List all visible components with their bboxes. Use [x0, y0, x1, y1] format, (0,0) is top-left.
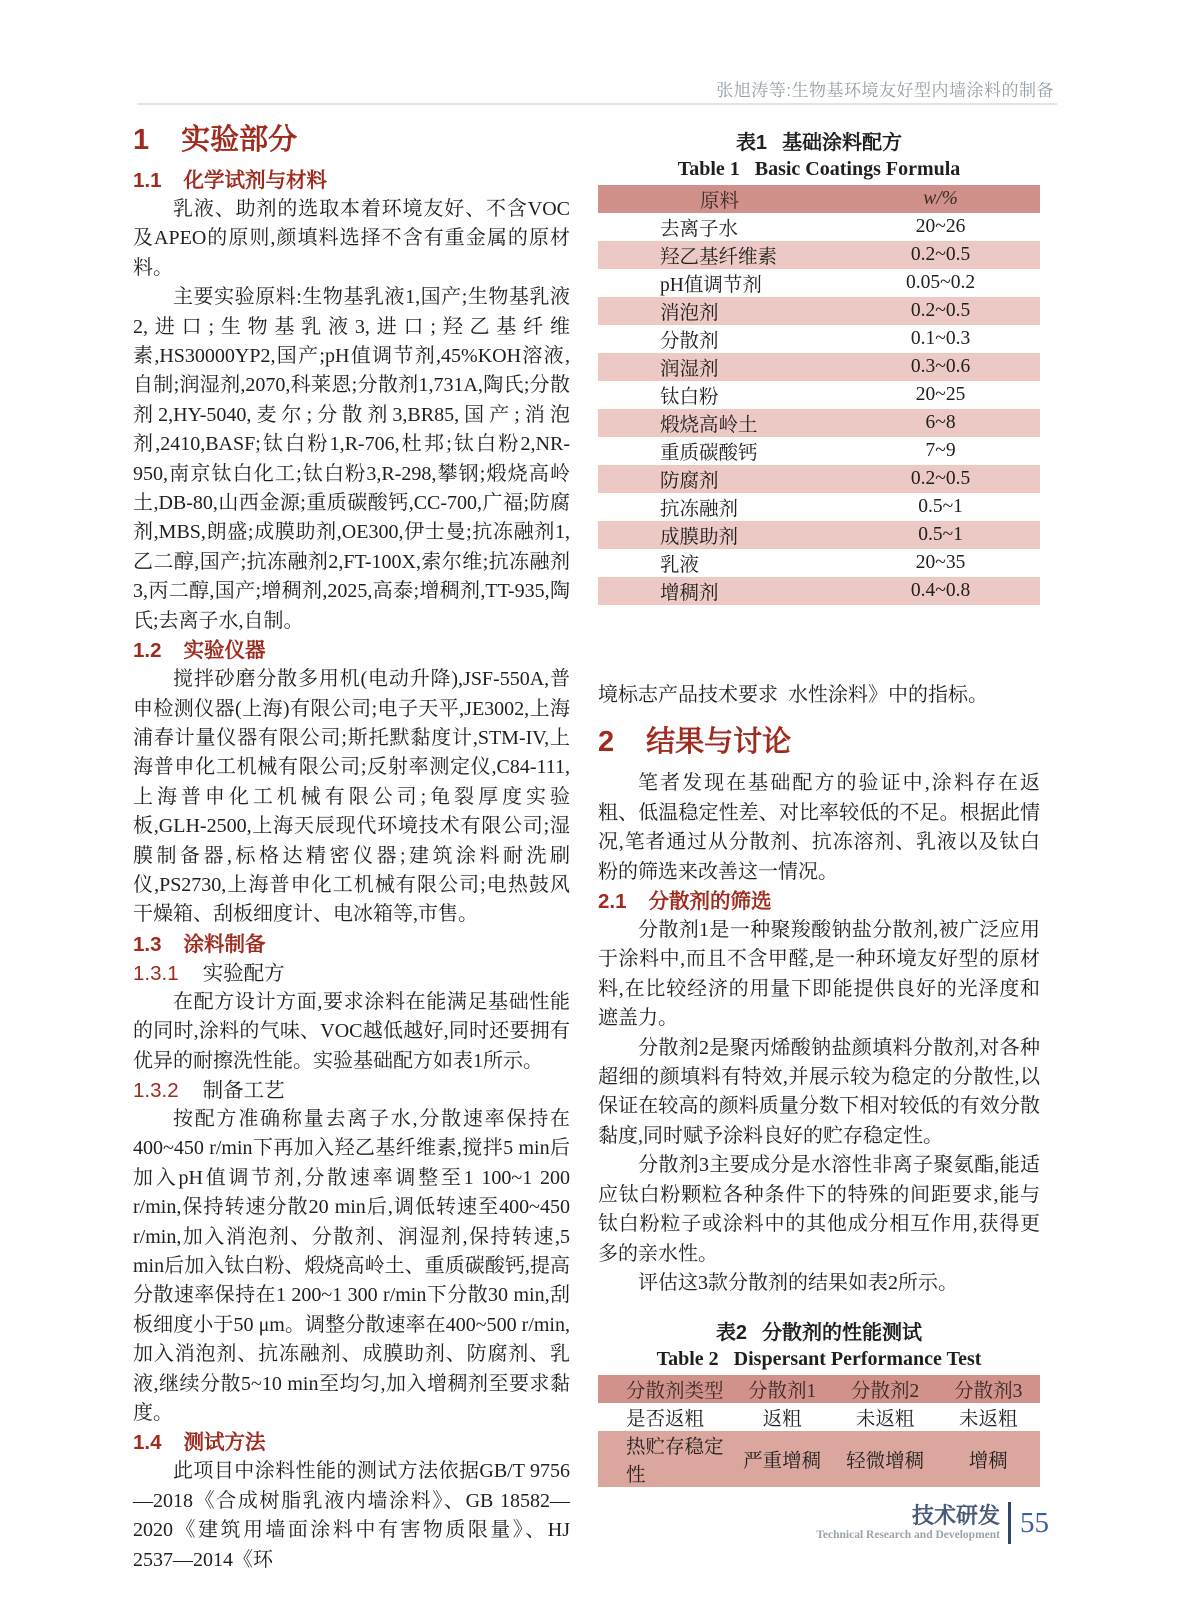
paragraph-evaluation: 评估这3款分散剂的结果如表2所示。: [638, 1271, 958, 1294]
section-1-3-1-heading: [133, 960, 570, 988]
section-1-2-heading: [133, 637, 570, 665]
section-1-3-2-heading: [133, 1077, 570, 1105]
table-row: [598, 521, 1040, 549]
paragraph-material-principle: 乳液、助剂的选取本着环境友好、不含VOC及APEO的原则,颜填料选择不含有重金属的原材料。: [133, 198, 570, 279]
section-title: 化学试剂与材料: [183, 169, 327, 192]
cell-value: 0.05~0.2: [906, 272, 976, 293]
cell-value: 未返粗: [959, 1409, 1018, 1431]
section-number: 1.2: [133, 639, 162, 663]
running-title: 张旭涛等:生物基环境友好型内墙涂料的制备: [716, 81, 1054, 100]
table-row: [598, 241, 1040, 269]
table1-label-zh: 表1: [735, 132, 768, 154]
cell-property: 是否返粗: [626, 1409, 705, 1431]
section-title: 制备工艺: [202, 1079, 285, 1102]
table1-caption-zh: [598, 130, 1040, 156]
table-row: [598, 437, 1040, 465]
cell-value: 严重增稠: [731, 1431, 834, 1487]
table1-label-en: Table 1: [677, 158, 740, 180]
table2-label-en: Table 2: [656, 1348, 719, 1371]
paragraph-dispersant2: 分散剂2是聚丙烯酸钠盐颜填料分散剂,对各种超细的颜填料有特效,并展示较为稳定的分散性,以保证在较高的颜料质量分数下相对较低的有效分散黏度,同时赋予涂料良好的贮存稳定性。: [598, 1036, 1040, 1147]
cell-material: pH值调节剂: [660, 275, 762, 296]
section-1-1-heading: [133, 167, 570, 195]
section-number: 1.3.1: [133, 961, 179, 985]
cell-value: 6~8: [841, 409, 1040, 437]
table-row: [598, 549, 1040, 577]
section-number: 2: [598, 726, 615, 759]
section-title: 实验仪器: [183, 639, 266, 663]
paragraph-dispersant3: 分散剂3主要成分是水溶性非离子聚氨酯,能适应钛白粉颗粒各种条件下的特殊的间距要求,能与钛白粉粒子或涂料中的其他成分相互作用,获得更多的亲水性。: [598, 1154, 1040, 1265]
section-title: 测试方法: [183, 1431, 266, 1455]
cell-property: 热贮存稳定性: [598, 1431, 731, 1487]
column-header: w/%: [841, 185, 1040, 213]
table2-title-en: Dispersant Performance Test: [733, 1348, 982, 1371]
paragraph-dispersant1: 分散剂1是一种聚羧酸钠盐分散剂,被广泛应用于涂料中,而且不含甲醛,是一种环境友好型的原材料,在比较经济的用量下即能提供良好的光泽度和遮盖力。: [598, 919, 1040, 1030]
paragraph-raw-materials: 主要实验原料:生物基乳液1,国产;生物基乳液2,进口;生物基乳液3,进口;羟乙基纤维素,HS30000YP2,国产;pH值调节剂,45%KOH溶液,自制;润湿剂,2070,科莱恩;分散剂1,731A,陶氏;分散剂2,HY-5040,麦尔;分散剂3,BR85,国产;消泡剂,2410,BASF;钛白粉1,R-706,杜邦;钛白粉2,NR-950,南京钛白化工;钛白粉3,R-298,攀钢;煅烧高岭土,DB-80,山西金源;重质碳酸钙,CC-700,广福;防腐剂,MBS,朗盛;成膜助剂,OE300,伊士曼;抗冻融剂1,乙二醇,国产;抗冻融剂2,FT-100X,索尔维;抗冻融剂3,丙二醇,国产;增稠剂,2025,高泰;增稠剂,TT-935,陶氏;去离子水,自制。: [133, 286, 570, 632]
cell-value: 返粗: [762, 1409, 802, 1431]
footer-divider: [1008, 1502, 1011, 1544]
section-2-heading: [598, 726, 1040, 758]
cell-value: 20~35: [915, 552, 966, 573]
paragraph-results-intro: 笔者发现在基础配方的验证中,涂料存在返粗、低温稳定性差、对比率较低的不足。根据此情况,笔者通过从分散剂、抗冻溶剂、乳液以及钛白粉的筛选来改善这一情况。: [598, 772, 1040, 883]
left-column: [133, 108, 570, 1575]
table-row: [598, 269, 1040, 297]
table-header-row: [598, 1375, 1040, 1403]
cell-value: 7~9: [925, 440, 956, 461]
header-rule: [137, 103, 1057, 105]
section-2-1-heading: [598, 888, 1040, 916]
cell-material: 乳液: [660, 555, 700, 576]
table-row: [598, 213, 1040, 241]
right-column: [598, 108, 1040, 1487]
cell-value: 20~26: [915, 216, 966, 237]
table2-caption-en: [598, 1346, 1040, 1372]
section-title: 分散剂的筛选: [648, 890, 772, 914]
table-row: [598, 409, 1040, 437]
cell-value: 0.2~0.5: [841, 465, 1040, 493]
table2-caption-zh: [598, 1320, 1040, 1346]
table1-title-zh: 基础涂料配方: [782, 132, 903, 154]
footer-section: [816, 1504, 1000, 1542]
table-row: [598, 1403, 1040, 1431]
paragraph-formula-design: 在配方设计方面,要求涂料在能满足基础性能的同时,涂料的气味、VOC越低越好,同时还要拥有优异的耐擦洗性能。实验基础配方如表1所示。: [133, 990, 570, 1072]
cell-value: 未返粗: [855, 1409, 915, 1431]
section-number: 1.3.2: [133, 1078, 179, 1102]
section-number: 1.1: [133, 169, 162, 192]
cell-material: 抗冻融剂: [660, 499, 739, 520]
table-row: [598, 325, 1040, 353]
table-row: [598, 353, 1040, 381]
section-number: 1.3: [133, 932, 162, 956]
footer-section-en: Technical Research and Development: [816, 1529, 1000, 1541]
table-header-row: [598, 185, 1040, 213]
table-row: [598, 465, 1040, 493]
page-number: 55: [1020, 1506, 1049, 1539]
table-row: [598, 493, 1040, 521]
cell-material: 分散剂: [660, 331, 719, 352]
cell-material: 增稠剂: [598, 577, 841, 605]
cell-material: 润湿剂: [598, 353, 841, 381]
paragraph-continuation: 境标志产品技术要求 水性涂料》中的指标。: [598, 684, 988, 706]
section-1-heading: [133, 124, 570, 156]
table1-title-en: Basic Coatings Formula: [754, 158, 961, 180]
cell-material: 防腐剂: [598, 465, 841, 493]
cell-value: 20~25: [915, 384, 966, 405]
table1-basic-coatings-formula: [598, 185, 1040, 605]
cell-value: 0.1~0.3: [910, 328, 971, 349]
cell-value: 0.5~1: [841, 521, 1040, 549]
page-footer: [816, 1502, 1049, 1544]
cell-material: 去离子水: [660, 219, 739, 240]
table-row: [598, 1431, 1040, 1487]
section-1-3-heading: [133, 931, 570, 959]
column-header: 分散剂3: [937, 1375, 1040, 1403]
column-header: 分散剂1: [731, 1375, 834, 1403]
cell-material: 羟乙基纤维素: [598, 241, 841, 269]
column-header: 原料: [598, 185, 841, 213]
cell-value: 0.2~0.5: [841, 297, 1040, 325]
footer-section-zh: 技术研发: [911, 1503, 1000, 1528]
cell-value: 轻微增稠: [834, 1431, 937, 1487]
cell-value: 0.2~0.5: [841, 241, 1040, 269]
table2-label-zh: 表2: [715, 1322, 748, 1345]
section-1-4-heading: [133, 1429, 570, 1457]
cell-value: 0.5~1: [918, 496, 963, 517]
section-title: 实验部分: [181, 124, 298, 156]
paragraph-instruments: 搅拌砂磨分散多用机(电动升降),JSF-550A,普申检测仪器(上海)有限公司;电子天平,JE3002,上海浦春计量仪器有限公司;斯托默黏度计,STM-IV,上海普申化工机械有限公司;反射率测定仪,C84-111,上海普申化工机械有限公司;龟裂厚度实验板,GLH-2500,上海天辰现代环境技术有限公司;湿膜制备器,标格达精密仪器;建筑涂料耐洗刷仪,PS2730,上海普申化工机械有限公司;电热鼓风干燥箱、刮板细度计、电冰箱等,市售。: [133, 668, 570, 926]
section-number: 1.4: [133, 1431, 162, 1455]
table-row: [598, 577, 1040, 605]
cell-value: 0.4~0.8: [841, 577, 1040, 605]
cell-material: 消泡剂: [598, 297, 841, 325]
cell-material: 钛白粉: [660, 387, 719, 408]
table2-dispersant-performance: [598, 1375, 1040, 1487]
paragraph-test-methods: 此项目中涂料性能的测试方法依据GB/T 9756—2018《合成树脂乳液内墙涂料》、GB 18582—2020《建筑用墙面涂料中有害物质限量》、HJ 2537—2014《环: [133, 1460, 570, 1571]
table1-caption-en: [598, 156, 1040, 182]
section-number: 1: [133, 124, 150, 156]
table2-title-zh: 分散剂的性能测试: [762, 1322, 923, 1345]
section-title: 实验配方: [202, 962, 285, 985]
table-row: [598, 297, 1040, 325]
paragraph-process: 按配方准确称量去离子水,分散速率保持在400~450 r/min下再加入羟乙基纤维素,搅拌5 min后加入pH值调节剂,分散速率调整至1 100~1 200 r/min,保持转速分散20 min后,调低转速至400~450 r/min,加入消泡剂、分散剂、润湿剂,保持转速,5 min后加入钛白粉、煅烧高岭土、重质碳酸钙,提高分散速率保持在1 200~1 300 r/min下分散30 min,刮板细度小于50 μm。调整分散速率在400~500 r/min,加入消泡剂、抗冻融剂、成膜助剂、防腐剂、乳液,继续分散5~10 min至均匀,加入增稠剂至要求黏度。: [133, 1107, 570, 1425]
section-number: 2.1: [598, 890, 627, 914]
cell-value: 增稠: [937, 1431, 1040, 1487]
section-title: 结果与讨论: [646, 726, 792, 759]
cell-material: 重质碳酸钙: [660, 443, 758, 464]
cell-material: 成膜助剂: [598, 521, 841, 549]
cell-material: 煅烧高岭土: [598, 409, 841, 437]
column-header: 分散剂类型: [598, 1375, 731, 1403]
column-header: 分散剂2: [834, 1375, 937, 1403]
cell-value: 0.3~0.6: [841, 353, 1040, 381]
table-row: [598, 381, 1040, 409]
section-title: 涂料制备: [183, 932, 266, 956]
